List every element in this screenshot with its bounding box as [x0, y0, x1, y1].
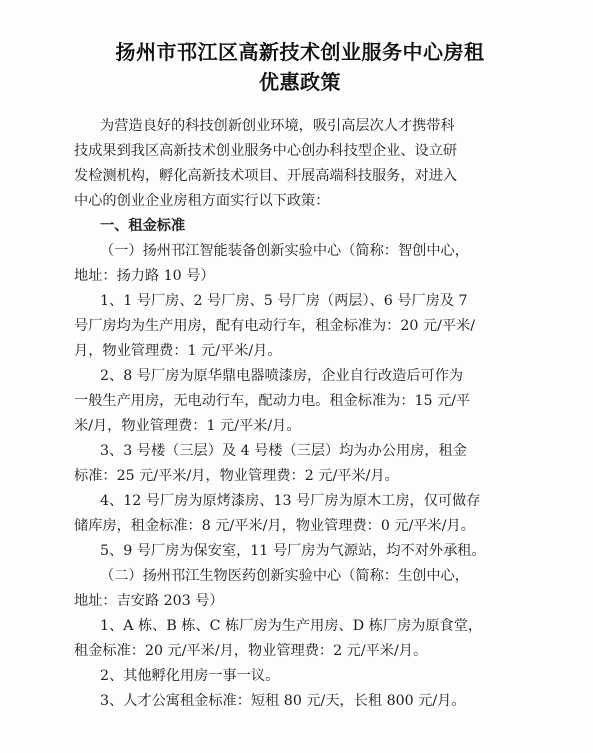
paragraph-line: 5、9 号厂房为保安室，11 号厂房为气源站，均不对外承租。 — [100, 543, 486, 559]
paragraph-line: 1、A 栋、B 栋、C 栋厂房为生产用房、D 栋厂房为原食堂， — [100, 618, 483, 634]
paragraph-line: 号厂房均为生产用房，配有电动行车，租金标准为：20 元/平米/ — [74, 318, 475, 334]
paragraph-line: 3、3 号楼（三层）及 4 号楼（三层）均为办公用房，租金 — [100, 443, 467, 459]
document-title-line-2: 优惠政策 — [259, 70, 341, 94]
paragraph-line: 米/月，物业管理费：1 元/平米/月。 — [74, 418, 301, 434]
paragraph-line: 一般生产用房，无电动行车，配动力电。租金标准为：15 元/平 — [74, 393, 471, 409]
paragraph-line: 4、12 号厂房为原烤漆房、13 号厂房为原木工房，仅可做存 — [100, 493, 481, 509]
paragraph-line: 储库房，租金标准：8 元/平米/月，物业管理费：0 元/平米/月。 — [74, 518, 475, 534]
paragraph-line: 标准：25 元/平米/月，物业管理费：2 元/平米/月。 — [74, 468, 399, 484]
document-title-line-1: 扬州市邗江区高新技术创业服务中心房租 — [115, 40, 485, 64]
paragraph-line: 3、人才公寓租金标准：短租 80 元/天，长租 800 元/月。 — [100, 693, 466, 709]
paragraph-line: 发检测机构，孵化高新技术项目、开展高端科技服务，对进入 — [74, 168, 458, 184]
paragraph-line: 中心的创业企业房租方面实行以下政策： — [74, 193, 330, 209]
paragraph-line: 地址：吉安路 203 号） — [74, 593, 224, 609]
subsection-heading: （一）扬州邗江智能装备创新实验中心（简称：智创中心， — [100, 243, 469, 259]
subsection-heading: （二）扬州邗江生物医药创新实验中心（简称：生创中心， — [100, 568, 469, 584]
paragraph-line: 月，物业管理费：1 元/平米/月。 — [74, 343, 282, 359]
paragraph-line: 1、1 号厂房、2 号厂房、5 号厂房（两层）、6 号厂房及 7 — [100, 293, 468, 309]
paragraph-line: 2、其他孵化用房一事一议。 — [100, 668, 280, 684]
paragraph-line: 为营造良好的科技创新创业环境，吸引高层次人才携带科 — [100, 118, 455, 134]
paragraph-line: 租金标准：20 元/平米/月，物业管理费：2 元/平米/月。 — [74, 643, 428, 659]
paragraph-line: 2、8 号厂房为原华鼎电器喷漆房，企业自行改造后可作为 — [100, 368, 464, 384]
paragraph-line: 地址：扬力路 10 号） — [74, 268, 215, 284]
section-heading: 一、租金标准 — [100, 218, 186, 234]
paragraph-line: 技成果到我区高新技术创业服务中心创办科技型企业、设立研 — [74, 143, 458, 159]
